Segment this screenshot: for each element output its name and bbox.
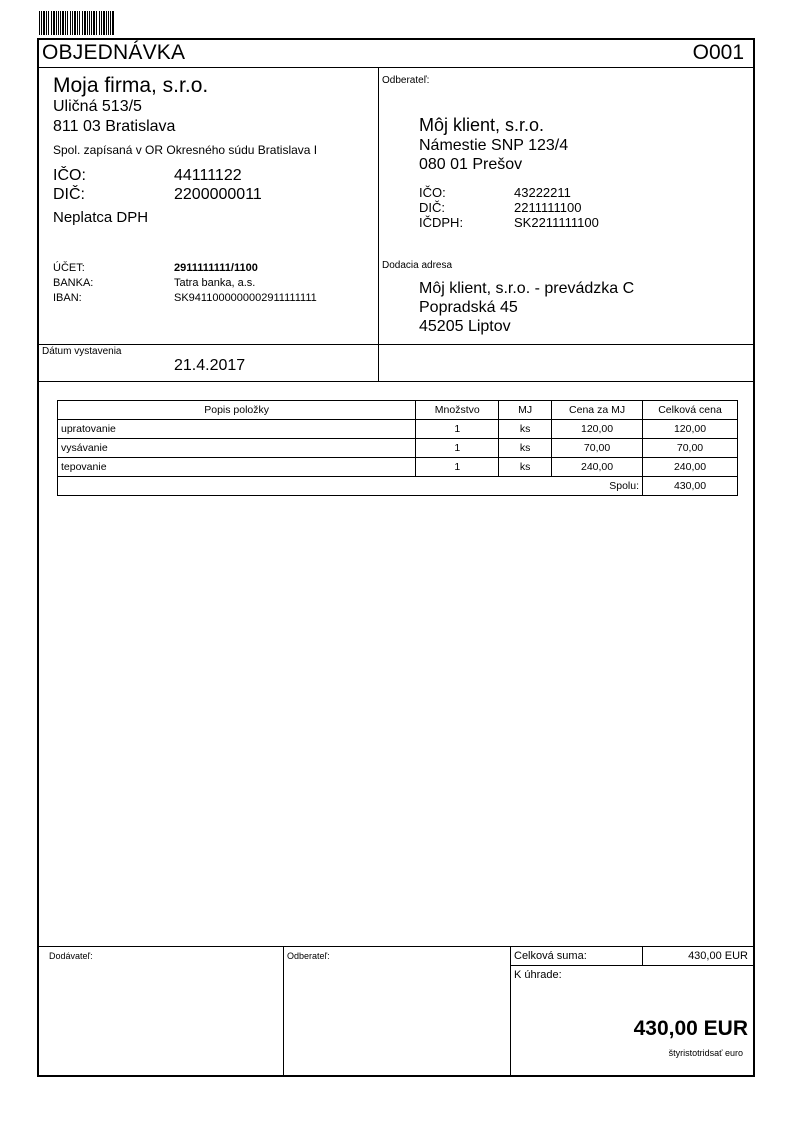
divider [642,946,643,965]
footer-supplier-label: Dodávateľ: [49,951,93,961]
divider [38,67,755,68]
customer-dic-label: DIČ: [419,200,445,215]
item-quantity: 1 [416,439,499,458]
supplier-dic: 2200000011 [174,186,262,203]
divider [378,68,379,382]
sum-label: Spolu: [58,477,643,496]
to-pay-words: štyristotridsať euro [668,1048,743,1058]
item-unit: ks [499,420,552,439]
item-unit-price: 70,00 [552,439,643,458]
col-header-description: Popis položky [58,401,416,420]
supplier-name: Moja firma, s.r.o. [53,74,209,97]
item-description: tepovanie [58,458,416,477]
total-sum-label: Celková suma: [514,950,587,962]
divider [510,965,755,966]
total-sum-value: 430,00 EUR [688,950,748,962]
divider [38,344,755,345]
item-unit: ks [499,458,552,477]
sum-value: 430,00 [643,477,738,496]
delivery-street: Popradská 45 [419,299,518,316]
document-title: OBJEDNÁVKA [42,41,186,64]
table-sum-row [58,477,738,496]
customer-dic: 2211111100 [514,200,582,215]
to-pay-amount: 430,00 EUR [633,1017,748,1040]
item-quantity: 1 [416,458,499,477]
divider [283,946,284,1076]
customer-section-label: Odberateľ: [382,75,430,86]
delivery-section-label: Dodacia adresa [382,260,453,271]
item-unit-price: 240,00 [552,458,643,477]
supplier-account-label: ÚČET: [53,262,85,274]
barcode-image [39,11,115,35]
supplier-dic-label: DIČ: [53,186,85,203]
supplier-bank-label: BANKA: [53,277,94,289]
issue-date-label: Dátum vystavenia [42,346,122,357]
document-number: O001 [692,41,744,64]
supplier-vat-status: Neplatca DPH [53,209,149,226]
table-row [58,420,738,439]
customer-city: 080 01 Prešov [419,156,523,173]
supplier-iban: SK9411000000002911111111 [174,292,317,304]
customer-icdph: SK2211111100 [514,215,599,230]
delivery-city: 45205 Liptov [419,318,511,335]
table-header-row [58,401,738,420]
col-header-total: Celková cena [643,401,738,420]
issue-date: 21.4.2017 [174,357,246,374]
items-table [57,400,738,496]
col-header-unit: MJ [499,401,552,420]
supplier-street: Uličná 513/5 [53,98,142,115]
item-total: 70,00 [643,439,738,458]
table-row [58,458,738,477]
document-frame [37,38,755,1077]
supplier-iban-label: IBAN: [53,292,82,304]
item-quantity: 1 [416,420,499,439]
customer-icdph-label: IČDPH: [419,215,464,230]
divider [38,381,755,382]
table-row [58,439,738,458]
supplier-ico: 44111122 [174,167,242,184]
item-total: 240,00 [643,458,738,477]
item-unit: ks [499,439,552,458]
item-unit-price: 120,00 [552,420,643,439]
supplier-account: 2911111111/1100 [174,262,258,274]
supplier-bank: Tatra banka, a.s. [174,277,256,289]
item-total: 120,00 [643,420,738,439]
customer-ico-label: IČO: [419,185,446,200]
divider [38,946,755,947]
to-pay-label: K úhrade: [514,969,562,981]
footer-customer-label: Odberateľ: [287,951,330,961]
customer-ico: 43222211 [514,185,571,200]
item-description: vysávanie [58,439,416,458]
delivery-name: Môj klient, s.r.o. - prevádzka C [419,280,635,297]
customer-name: Môj klient, s.r.o. [419,115,545,135]
col-header-quantity: Množstvo [416,401,499,420]
supplier-registration: Spol. zapísaná v OR Okresného súdu Bratislava I [53,143,318,157]
item-description: upratovanie [58,420,416,439]
supplier-ico-label: IČO: [53,167,86,184]
supplier-city: 811 03 Bratislava [53,118,176,135]
col-header-unit-price: Cena za MJ [552,401,643,420]
customer-street: Námestie SNP 123/4 [419,137,569,154]
